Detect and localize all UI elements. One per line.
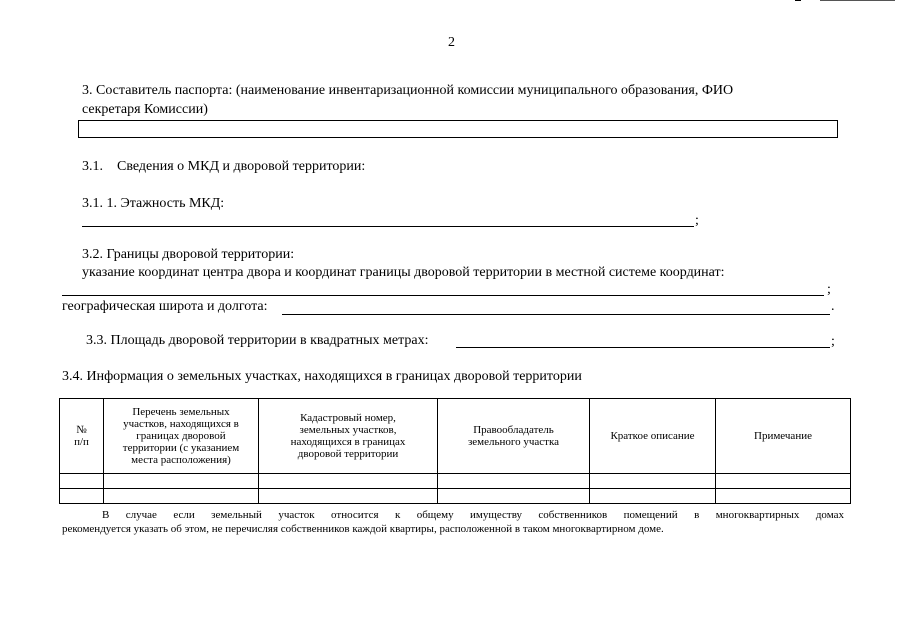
col-header-owner: Правообладатель земельного участка	[438, 399, 590, 474]
area-input-line[interactable]	[456, 347, 830, 348]
table-cell[interactable]	[104, 474, 259, 489]
section-3-3-label: 3.3. Площадь дворовой территории в квадратных метрах:	[86, 333, 429, 348]
table-cell[interactable]	[60, 489, 104, 504]
land-plots-table	[59, 398, 851, 504]
geo-input-line[interactable]	[282, 314, 830, 315]
coordinates-input-line[interactable]	[62, 295, 824, 296]
col-header-description: Краткое описание	[590, 399, 716, 474]
scan-mark	[795, 0, 801, 1]
section-3-1-1-label: 3.1. 1. Этажность МКД:	[82, 196, 225, 211]
col-header-cadastral-number: Кадастровый номер, земельных участков, находящихся в границах дворовой территории	[259, 399, 438, 474]
table-cell[interactable]	[438, 474, 590, 489]
page-number: 2	[448, 35, 455, 50]
section-3-2-label: 3.2. Границы дворовой территории:	[82, 247, 295, 262]
table-cell[interactable]	[716, 489, 851, 504]
col-header-plot-list: Перечень земельных участков, находящихся в границах дворовой территории (с указанием места расположения)	[104, 399, 259, 474]
table-cell[interactable]	[590, 489, 716, 504]
table-header-row	[60, 399, 851, 474]
footnote-line2: рекомендуется указать об этом, не перечисляя собственников каждой квартиры, расположенной в таком многоквартирном доме.	[62, 523, 664, 535]
compiler-input-box[interactable]	[78, 120, 838, 138]
section-3-2-sublabel: указание координат центра двора и координат границы дворовой территории в местной системе координат:	[82, 265, 725, 280]
footnote-line1: В случае если земельный участок относится к общему имуществу собственников помещений в многоквартирных домах	[102, 509, 844, 521]
table-cell[interactable]	[716, 474, 851, 489]
table-cell[interactable]	[104, 489, 259, 504]
geo-label: географическая широта и долгота:	[62, 299, 268, 314]
section-3-heading-line2: секретаря Комиссии)	[82, 102, 208, 117]
area-end-mark: ;	[831, 334, 835, 349]
section-3-1-label: 3.1. Сведения о МКД и дворовой территории:	[82, 159, 366, 174]
floors-input-line[interactable]	[82, 226, 694, 227]
col-header-note: Примечание	[716, 399, 851, 474]
table-row	[60, 489, 851, 504]
floors-end-mark: ;	[695, 213, 699, 228]
table-cell[interactable]	[259, 489, 438, 504]
table-cell[interactable]	[259, 474, 438, 489]
col-header-number: № п/п	[60, 399, 104, 474]
section-3-heading-line1: 3. Составитель паспорта: (наименование инвентаризационной комиссии муниципального образования, ФИО	[82, 83, 734, 98]
table-cell[interactable]	[60, 474, 104, 489]
coordinates-end-mark: ;	[827, 282, 831, 297]
section-3-4-label: 3.4. Информация о земельных участках, находящихся в границах дворовой территории	[62, 369, 582, 384]
geo-end-mark: .	[831, 299, 835, 314]
table-cell[interactable]	[590, 474, 716, 489]
table-row	[60, 474, 851, 489]
scan-mark	[820, 0, 895, 1]
table-cell[interactable]	[438, 489, 590, 504]
table-footnote	[62, 508, 844, 536]
